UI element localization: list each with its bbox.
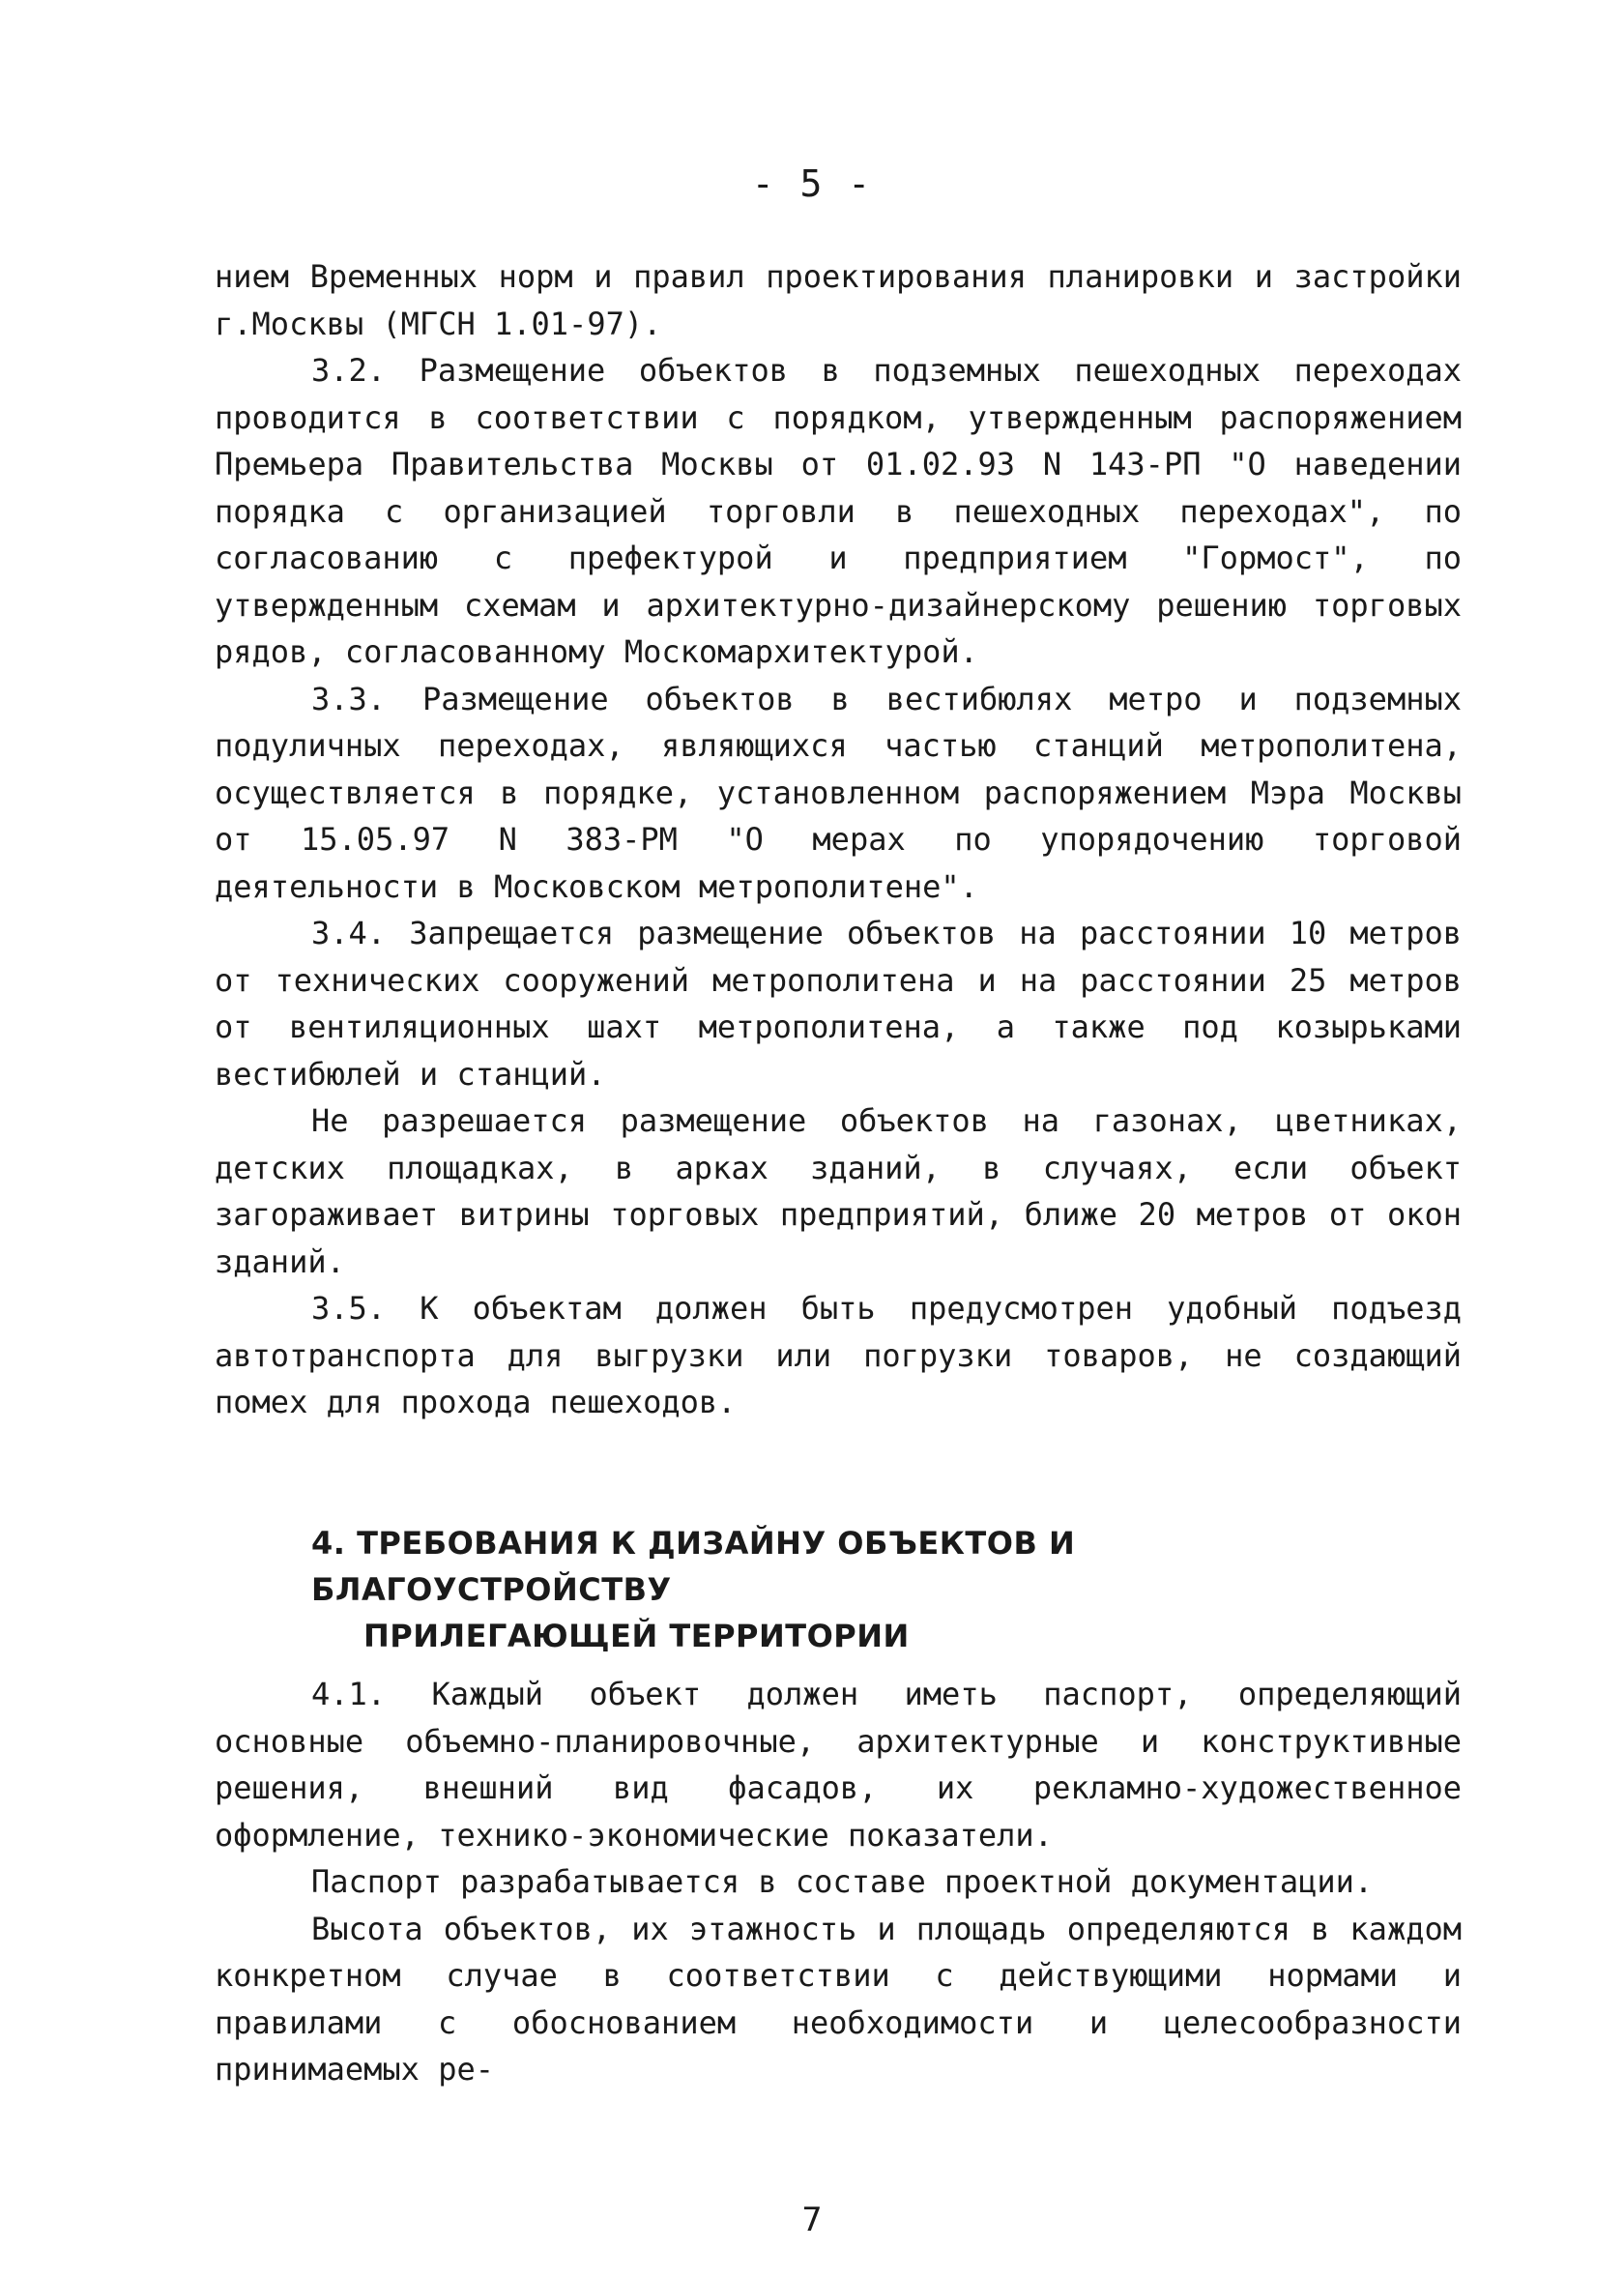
- paragraph-3-3: 3.3. Размещение объектов в вестибюлях метро и подземных подуличных переходах, являющихся частью станций метрополитена, осуществляется в порядке, установленном распоряжением Мэра Москвы от 15.05.97 N 383-РМ "О мерах по упорядочению торговой деятельности в Московском метрополитене".: [215, 680, 1462, 905]
- paragraph-continuation: нием Временных норм и правил проектирования планировки и застройки г.Москвы (МГСН 1.01-97).: [215, 258, 1462, 342]
- paragraph-3-5: 3.5. К объектам должен быть предусмотрен удобный подъезд автотранспорта для выгрузки или погрузки товаров, не создающий помех для прохода пешеходов.: [215, 1290, 1462, 1420]
- section-4-text: [215, 1671, 1462, 2093]
- paragraph-4-1-height: Высота объектов, их этажность и площадь определяются в каждом конкретном случае в соответствии с действующими нормами и правилами с обоснованием необходимости и целесообразности принимаемых ре-: [215, 1910, 1462, 2088]
- page-number: 7: [801, 2201, 823, 2239]
- heading-line-1: 4. ТРЕБОВАНИЯ К ДИЗАЙНУ ОБЪЕКТОВ И БЛАГОУСТРОЙСТВУ: [311, 1525, 1076, 1608]
- section-3-text: [215, 253, 1462, 1426]
- paragraph-4-1-passport: Паспорт разрабатывается в составе проектной документации.: [311, 1863, 1374, 1900]
- section-4-heading: [311, 1520, 1375, 1659]
- heading-line-2: ПРИЛЕГАЮЩЕЙ ТЕРРИТОРИИ: [363, 1618, 910, 1654]
- paragraph-3-2: 3.2. Размещение объектов в подземных пешеходных переходах проводится в соответствии с порядком, утвержденным распоряжением Премьера Правительства Москвы от 01.02.93 N 143-РП "О наведении порядка с организацией торговли в пешеходных переходах", по согласованию с префектурой и предприятием "Гормост", по утвержденным схемам и архитектурно-дизайнерскому решению торговых рядов, согласованному Москомархитектурой.: [215, 352, 1462, 670]
- paragraph-3-4-restrictions: Не разрешается размещение объектов на газонах, цветниках, детских площадках, в арках зданий, в случаях, если объект загораживает витрины торговых предприятий, ближе 20 метров от окон зданий.: [215, 1102, 1462, 1280]
- paragraph-3-4: 3.4. Запрещается размещение объектов на расстоянии 10 метров от технических сооружений метрополитена и на расстоянии 25 метров от вентиляционных шахт метрополитена, а также под козырьками вестибюлей и станций.: [215, 915, 1462, 1093]
- page-marker: - 5 -: [751, 162, 873, 205]
- paragraph-4-1: 4.1. Каждый объект должен иметь паспорт, определяющий основные объемно-планировочные, архитектурные и конструктивные решения, внешний вид фасадов, их рекламно-художественное оформление, технико-экономические показатели.: [215, 1676, 1462, 1854]
